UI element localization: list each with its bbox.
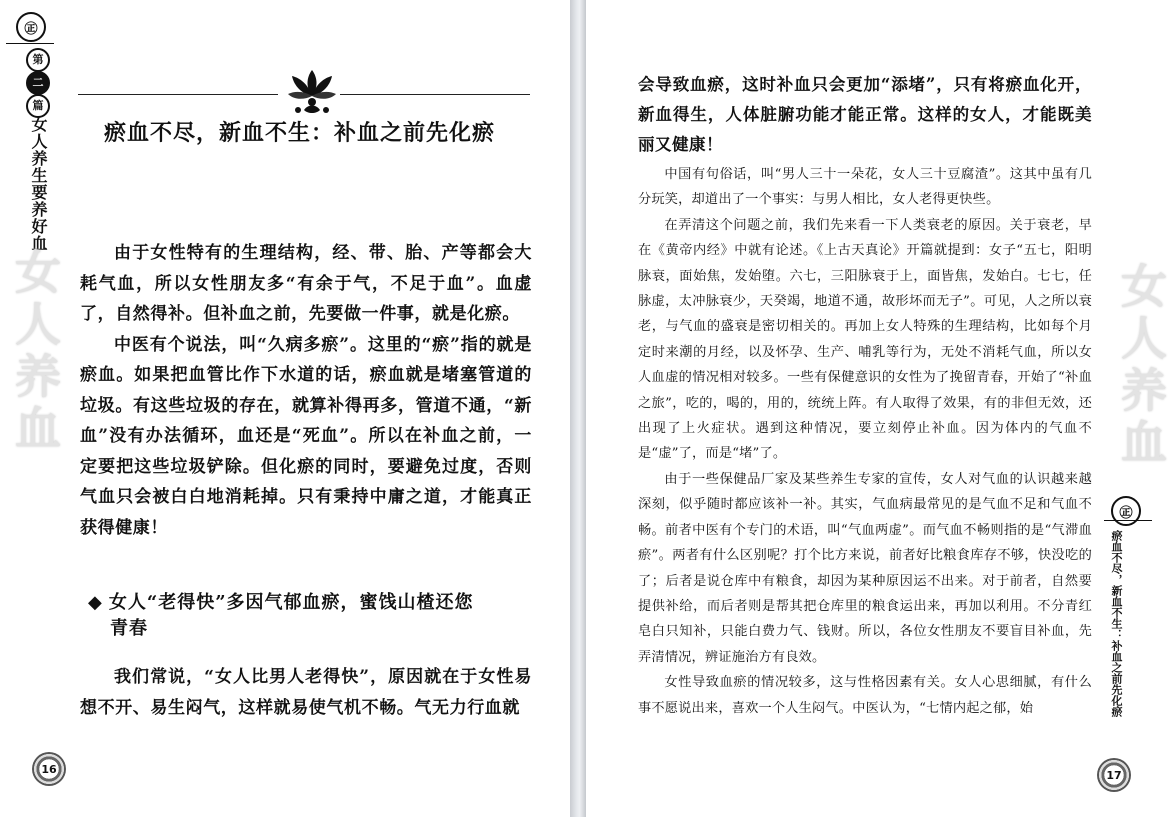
watermark: 女人养血 (1114, 262, 1168, 470)
paragraph: 中国有句俗话，叫“男人三十一朵花，女人三十豆腐渣”。这其中虽有几分玩笑，却道出了一个事实：与男人相比，女人老得更快些。 (638, 167, 1092, 208)
divider (1104, 520, 1152, 521)
divider (6, 43, 54, 44)
divider (78, 94, 278, 95)
book-gutter (570, 0, 586, 817)
page-number: 16 (32, 752, 66, 786)
lead-text (638, 70, 1092, 160)
paragraph: 中医有个说法，叫“久病多瘀”。这里的“瘀”指的就是瘀血。如果把血管比作下水道的话，瘀血就是堵塞管道的垃圾。有这些垃圾的存在，就算补得再多，管道不通，“新血”没有办法循环，血还是“死血”。所以在补血之前，一定要把这些垃圾铲除。但化瘀的同时，要避免过度，否则气血只会被白白地消耗掉。只有秉持中庸之道，才能真正获得健康！ (80, 334, 532, 538)
sub-heading (88, 590, 528, 642)
divider (340, 94, 530, 95)
lotus-ornament-icon (284, 66, 340, 118)
paragraph: 会导致血瘀，这时补血只会更加“添堵”，只有将瘀血化开，新血得生，人体脏腑功能才能正常。这样的女人，才能既美丽又健康！ (638, 75, 1092, 154)
page-number: 17 (1097, 758, 1131, 792)
paragraph: 女性导致血瘀的情况较多，这与性格因素有关。女人心思细腻，有什么事不愿说出来，喜欢一个人生闷气。中医认为，“七情内起之郁，始 (638, 675, 1092, 716)
corner-emblem-icon: ㊣ (1111, 496, 1141, 526)
body-text (80, 662, 532, 723)
corner-emblem-icon: ㊣ (16, 12, 46, 42)
left-page (0, 0, 570, 817)
part-badge: 二 (26, 71, 50, 95)
watermark: 女人养血 (8, 248, 62, 456)
paragraph: 在弄清这个问题之前，我们先来看一下人类衰老的原因。关于衰老，早在《黄帝内经》中就有论述。《上古天真论》开篇就提到：女子“五七，阳明脉衰，面始焦，发始堕。六七，三阳脉衰于上，面皆焦，发始白。七七，任脉虚，太冲脉衰少，天癸竭，地道不通，故形坏而无子”。可见，人之所以衰老，与气血的盛衰是密切相关的。再加上女人特殊的生理结构，比如每个月定时来潮的月经，以及怀孕、生产、哺乳等行为，无处不消耗气血，所以女人血虚的情况相对较多。一些有保健意识的女性为了挽留青春，开始了“补血之旅”，吃的，喝的，用的，统统上阵。有人取得了效果，有的非但无效，还出现了上火症状。遇到这种情况，要立刻停止补血。因为体内的气血不是“虚”了，而是“堵”了。 (638, 217, 1092, 462)
part-badge: 篇 (26, 94, 50, 118)
paragraph: 我们常说，“女人比男人老得快”，原因就在于女性易想不开、易生闷气，这样就易使气机不畅。气无力行血就 (80, 667, 532, 718)
sub-heading-line: 女人“老得快”多因气郁血瘀，蜜饯山楂还您 (108, 592, 474, 613)
book-title: 女人养生要养好血 (29, 116, 48, 252)
right-page (586, 0, 1168, 817)
diamond-bullet-icon: ◆ (88, 592, 103, 613)
paragraph: 由于一些保健品厂家及某些养生专家的宣传，女人对气血的认识越来越深刻，似乎随时都应该补一补。其实，气血病最常见的是气血不足和气血不畅。前者中医有个专门的术语，叫“气血两虚”。而气血不畅则指的是“气滞血瘀”。两者有什么区别呢？打个比方来说，前者好比粮食库存不够，快没吃的了；后者是说仓库中有粮食，却因为某种原因运不出来。对于前者，自然要提供补给，而后者则是帮其把仓库里的粮食运出来，再加以利用。不分青红皂白只知补，只能白费力气、钱财。所以，各位女性朋友不要盲目补血，先弄清情况，辨证施治方有良效。 (638, 471, 1092, 665)
body-text (80, 238, 532, 543)
chapter-side-title: 瘀血不尽，新血不生：补血之前先化瘀 (1110, 530, 1123, 717)
part-badge: 第 (26, 48, 50, 72)
sub-heading-line: 青春 (110, 618, 148, 639)
paragraph: 由于女性特有的生理结构，经、带、胎、产等都会大耗气血，所以女性朋友多“有余于气，不足于血”。血虚了，自然得补。但补血之前，先要做一件事，就是化瘀。 (80, 243, 532, 324)
section-title: 瘀血不尽，新血不生：补血之前先化瘀 (104, 121, 496, 146)
body-text (638, 162, 1092, 721)
